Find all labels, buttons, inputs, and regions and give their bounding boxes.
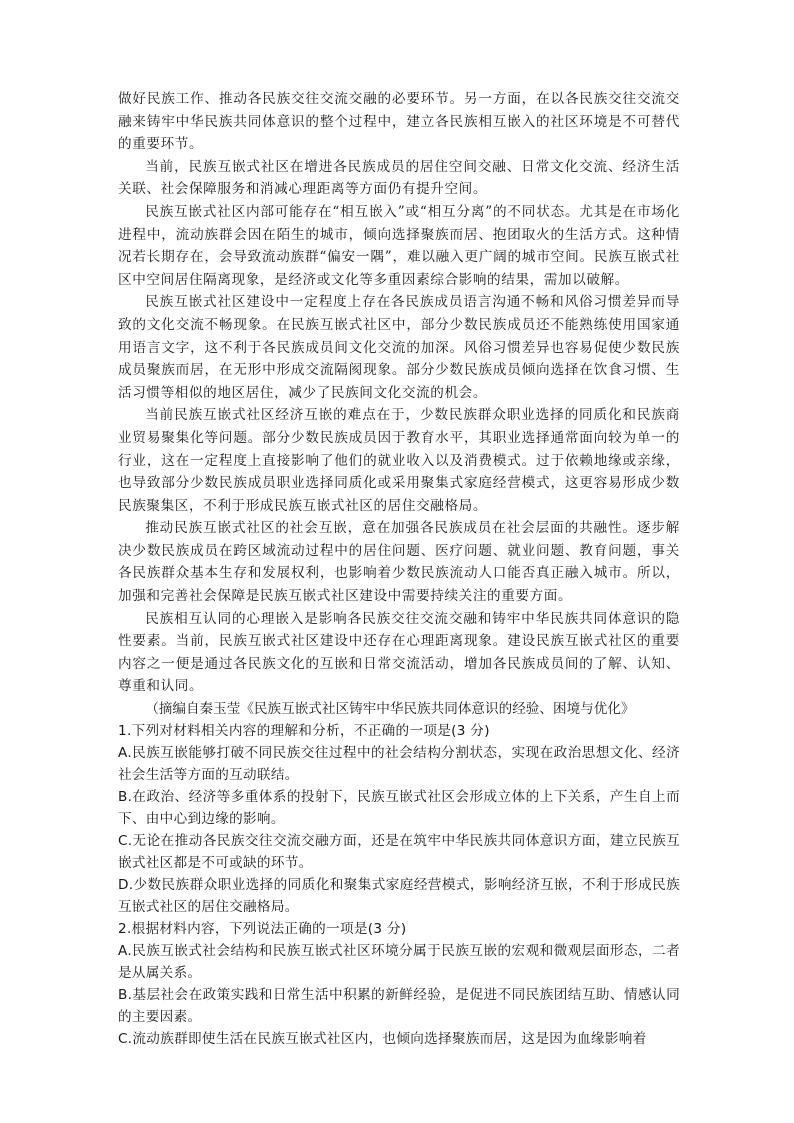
reading-passage	[118, 88, 680, 698]
page-content	[118, 88, 680, 1050]
passage-paragraph: 民族互嵌式社区建设中一定程度上存在各民族成员语言沟通不畅和风俗习惯差异而导致的文化交流不畅现象。在民族互嵌式社区中，部分少数民族成员还不能熟练使用国家通用语言文字，这不利于各民族成员间文化交流的加深。风俗习惯差异也容易促使少数民族成员聚族而居，在无形中形成交流隔阂现象。部分少数民族成员倾向选择在饮食习惯、生活习惯等相似的地区居住，减少了民族间文化交流的机会。	[118, 294, 680, 401]
passage-paragraph: 当前民族互嵌式社区经济互嵌的难点在于，少数民族群众职业选择的同质化和民族商业贸易聚集化等问题。部分少数民族成员因于教育水平，其职业选择通常面向较为单一的行业，这在一定程度上直接影响了他们的就业收入以及消费模式。过于依赖地缘或亲缘，也导致部分少数民族成员职业选择同质化或采用聚集式家庭经营模式，这更容易形成少数民族聚集区，不利于形成民族互嵌式社区的居住交融格局。	[118, 407, 680, 514]
question-1	[118, 720, 680, 918]
answer-option-a: A.民族互嵌式社会结构和民族互嵌式社区环境分属于民族互嵌的宏观和微观层面形态，二者是从属关系。	[118, 943, 680, 982]
answer-option-d: D.少数民族群众职业选择的同质化和聚集式家庭经营模式，影响经济互嵌，不利于形成民族互嵌式社区的居住交融格局。	[118, 877, 680, 916]
question-stem: 2.根据材料内容，下列说法正确的一项是(3 分)	[118, 921, 407, 938]
question-stem: 1.下列对材料相关内容的理解和分析，不正确的一项是(3 分)	[118, 723, 490, 740]
answer-option-b: B.基层社会在政策实践和日常生活中积累的新鲜经验，是促进不同民族团结互助、情感认同的主要因素。	[118, 987, 680, 1026]
passage-paragraph: 民族相互认同的心理嵌入是影响各民族交往交流交融和铸牢中华民族共同体意识的隐性要素。当前，民族互嵌式社区建设中还存在心理距离现象。建设民族互嵌式社区的重要内容之一便是通过各民族文化的互嵌和日常交流活动，增加各民族成员间的了解、认知、尊重和认同。	[118, 610, 680, 695]
passage-paragraph: 民族互嵌式社区内部可能存在“相互嵌入”或“相互分离”的不同状态。尤其是在市场化进程中，流动族群会因在陌生的城市，倾向选择聚族而居、抱团取火的生活方式。这种情况若长期存在，会导致流动族群“偏安一隅”，难以融入更广阔的城市空间。民族互嵌式社区中空间居住隔离现象，是经济或文化等多重因素综合影响的结果，需加以破解。	[118, 203, 680, 288]
answer-option-a: A.民族互嵌能够打破不同民族交往过程中的社会结构分割状态，实现在政治思想文化、经济社会生活等方面的互动联结。	[118, 745, 680, 784]
passage-paragraph: 做好民族工作、推动各民族交往交流交融的必要环节。另一方面，在以各民族交往交流交融来铸牢中华民族共同体意识的整个过程中，建立各民族相互嵌入的社区环境是不可替代的重要环节。	[118, 91, 680, 153]
question-2	[118, 918, 680, 1050]
source-citation: （摘编自秦玉莹《民族互嵌式社区铸牢中华民族共同体意识的经验、困境与优化》	[145, 701, 635, 718]
passage-paragraph: 当前，民族互嵌式社区在增进各民族成员的居住空间交融、日常文化交流、经济生活关联、社会保障服务和消减心理距离等方面仍有提升空间。	[118, 158, 680, 198]
answer-option-c: C.无论在推动各民族交往交流交融方面，还是在筑牢中华民族共同体意识方面，建立民族互嵌式社区都是不可或缺的环节。	[118, 833, 680, 872]
question-list	[118, 720, 680, 1050]
answer-option-b: B.在政治、经济等多重体系的投射下，民族互嵌式社区会形成立体的上下关系，产生自上而下、由中心到边缘的影响。	[118, 789, 680, 828]
passage-paragraph: 推动民族互嵌式社区的社会互嵌，意在加强各民族成员在社会层面的共融性。逐步解决少数民族成员在跨区域流动过程中的居住问题、医疗问题、就业问题、教育问题，事关各民族群众基本生存和发展权利，也影响着少数民族流动人口能否真正融入城市。所以，加强和完善社会保障是民族互嵌式社区建设中需要持续关注的重要方面。	[118, 520, 680, 605]
answer-option-c: C.流动族群即使生活在民族互嵌式社区内，也倾向选择聚族而居，这是因为血缘影响着	[118, 1031, 647, 1048]
